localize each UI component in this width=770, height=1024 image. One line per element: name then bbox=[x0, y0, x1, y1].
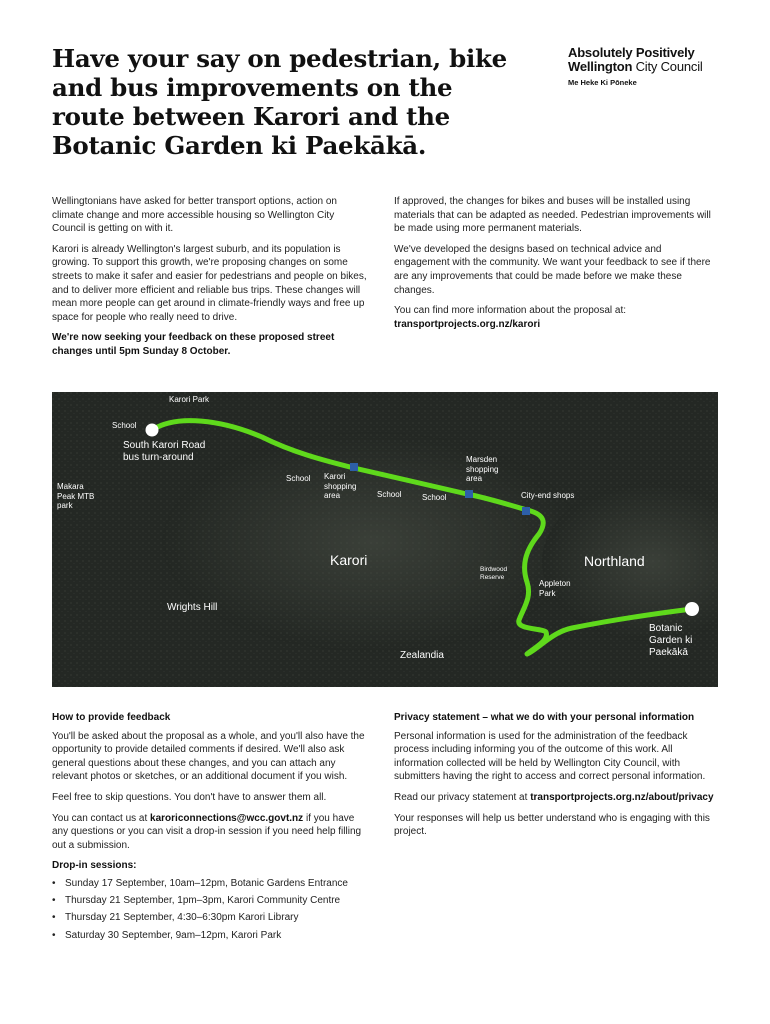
intro-left-column bbox=[52, 195, 370, 366]
route-end-botanic-garden bbox=[685, 602, 699, 616]
label-south-karori bbox=[123, 440, 205, 464]
label-birdwood bbox=[480, 566, 507, 581]
session-item: • Thursday 21 September, 1pm–3pm, Karori Community Centre bbox=[52, 894, 370, 908]
contact-text-post: if you have any questions or you can visit a drop-in session if you need help filling out a submission. bbox=[52, 812, 362, 851]
intro-paragraph-2: Karori is already Wellington's largest suburb, and its population is growing. To support this growth, we're proposing changes on some streets to make it safer and easier for pedestrians and people on bikes, and to deliver more efficient and reliable bus trips. These changes will mean more people can get around in climate-friendly ways and free up space for people who really need to drive. bbox=[52, 243, 367, 323]
page-title: Have your say on pedestrian, bike and bus improvements on the route between Karori and the Botanic Garden ki Paekākā. bbox=[52, 44, 507, 160]
label-wrights-hill: Wrights Hill bbox=[167, 602, 218, 613]
label-botanic-line-2: Garden ki bbox=[649, 635, 693, 646]
label-birdwood-line-1: Birdwood bbox=[480, 566, 508, 573]
feedback-section bbox=[52, 711, 370, 946]
feedback-paragraph-1: You'll be asked about the proposal as a whole, and you'll also have the opportunity to provide detailed comments if desired. We'll also ask general questions about these changes, and you can attach any relevant photos or sketches, or an additional document if you wish. bbox=[52, 730, 365, 783]
label-karori-park: Karori Park bbox=[169, 395, 210, 404]
logo-city-council: City Council bbox=[632, 59, 703, 74]
feedback-deadline: We're now seeking your feedback on these proposed street changes until 5pm Sunday 8 October. bbox=[52, 332, 335, 357]
privacy-paragraph-1: Personal information is used for the administration of the feedback process including informing you of the outcome of this work. All information collected will be held by Wellington City Council, with submitters having the right to access and correct personal information. bbox=[394, 730, 706, 783]
route-map bbox=[52, 392, 718, 687]
contact-email[interactable]: karoriconnections@wcc.govt.nz bbox=[150, 812, 304, 824]
label-school-2: School bbox=[286, 474, 311, 483]
feedback-paragraph-3 bbox=[52, 812, 370, 853]
session-item: • Saturday 30 September, 9am–12pm, Karori Park bbox=[52, 929, 370, 943]
intro-right-paragraph-1: If approved, the changes for bikes and buses will be installed using materials that can be adapted as needed. Pedestrian improvements will be made using more permanent materials. bbox=[394, 196, 711, 235]
label-appleton-line-1: Appleton bbox=[539, 579, 571, 588]
label-makara-line-3: park bbox=[57, 501, 73, 510]
label-marsden-line-3: area bbox=[466, 474, 483, 483]
label-school-4: School bbox=[422, 493, 447, 502]
stop-karori-shops bbox=[350, 463, 358, 471]
privacy-paragraph-2 bbox=[394, 791, 716, 805]
logo-line-2 bbox=[568, 60, 738, 74]
contact-text-pre: You can contact us at bbox=[52, 812, 151, 824]
label-marsden-line-2: shopping bbox=[466, 464, 499, 474]
session-item: • Sunday 17 September, 10am–12pm, Botanic Gardens Entrance bbox=[52, 877, 370, 891]
label-karori-shopping-line-1: Karori bbox=[324, 472, 346, 481]
privacy-text-pre: Read our privacy statement at bbox=[394, 791, 531, 803]
label-south-karori-line-2: bus turn-around bbox=[123, 452, 194, 463]
label-appleton-park bbox=[539, 579, 571, 598]
label-karori-shopping-line-3: area bbox=[324, 491, 341, 500]
label-karori-shopping bbox=[324, 472, 356, 501]
label-karori: Karori bbox=[330, 552, 368, 568]
privacy-paragraph-3: Your responses will help us better understand who is engaging with this project. bbox=[394, 812, 710, 838]
label-makara bbox=[57, 482, 94, 511]
label-city-end-shops: City-end shops bbox=[521, 491, 575, 500]
route-end-karori-park bbox=[146, 424, 159, 437]
intro-right-paragraph-3 bbox=[394, 304, 716, 331]
label-school-3: School bbox=[377, 490, 402, 499]
logo-wellington: Wellington bbox=[568, 59, 633, 74]
label-botanic-line-3: Paekākā bbox=[649, 647, 688, 658]
sessions-list bbox=[52, 877, 370, 942]
label-marsden bbox=[466, 455, 498, 484]
label-makara-line-2: Peak MTB bbox=[57, 491, 95, 501]
label-northland: Northland bbox=[584, 553, 645, 569]
label-south-karori-line-1: South Karori Road bbox=[123, 440, 206, 451]
more-info-text: You can find more information about the proposal at: bbox=[394, 305, 627, 317]
label-botanic-line-1: Botanic bbox=[649, 623, 683, 634]
project-link[interactable]: transportprojects.org.nz/karori bbox=[394, 318, 541, 330]
label-makara-line-1: Makara bbox=[57, 482, 84, 491]
privacy-heading: Privacy statement – what we do with your personal information bbox=[394, 712, 695, 723]
feedback-paragraph-2: Feel free to skip questions. You don't have to answer them all. bbox=[52, 791, 327, 803]
label-appleton-line-2: Park bbox=[539, 588, 556, 598]
feedback-heading: How to provide feedback bbox=[52, 712, 171, 723]
intro-right-paragraph-2: We've developed the designs based on technical advice and engagement with the community. We want your feedback to see if there are any improvements that could be made before we make these changes. bbox=[394, 243, 711, 296]
logo-subtitle: Me Heke Ki Pōneke bbox=[568, 78, 637, 87]
wcc-logo bbox=[568, 46, 738, 87]
label-zealandia: Zealandia bbox=[400, 650, 444, 661]
logo-line-1: Absolutely Positively bbox=[568, 45, 695, 60]
intro-paragraph-1: Wellingtonians have asked for better transport options, action on climate change and more accessible housing so Wellington City Council is getting on with it. bbox=[52, 196, 337, 235]
label-birdwood-line-2: Reserve bbox=[480, 573, 505, 581]
privacy-section bbox=[394, 711, 716, 846]
map-graphic bbox=[52, 392, 718, 687]
label-marsden-line-1: Marsden bbox=[466, 455, 498, 464]
stop-city-end bbox=[522, 507, 530, 515]
session-item: • Thursday 21 September, 4:30–6:30pm Karori Library bbox=[52, 911, 370, 925]
label-botanic-garden bbox=[649, 623, 692, 659]
stop-marsden bbox=[465, 490, 473, 498]
label-school-1: School bbox=[112, 421, 137, 430]
label-karori-shopping-line-2: shopping bbox=[324, 481, 357, 491]
sessions-heading: Drop-in sessions: bbox=[52, 860, 137, 872]
privacy-link[interactable]: transportprojects.org.nz/about/privacy bbox=[530, 791, 714, 803]
intro-right-column bbox=[394, 195, 716, 338]
